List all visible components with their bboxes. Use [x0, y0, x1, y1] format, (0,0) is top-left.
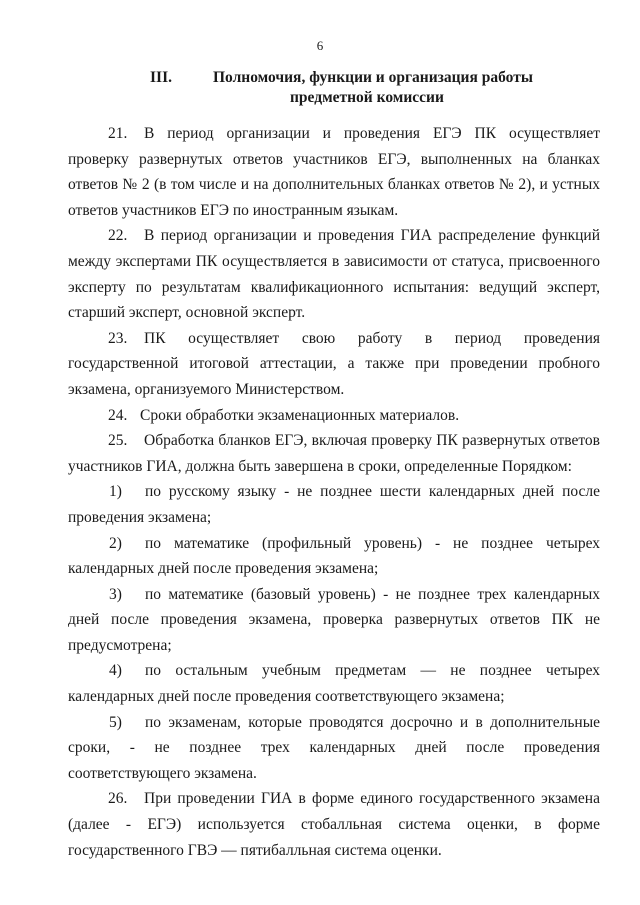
- paragraph-text: Обработка бланков ЕГЭ, включая проверку ПК развернутых ответов участников ГИА, должна быть завершена в сроки, определенные Порядком:: [68, 432, 600, 475]
- paragraph-number: 23.: [108, 329, 128, 347]
- list-text: по математике (профильный уровень) - не позднее четырех календарных дней после проведения экзамена;: [68, 534, 600, 578]
- list-text: по русскому языку - не позднее шести календарных дней после проведения экзамена;: [68, 483, 600, 526]
- paragraph-23: [68, 326, 600, 403]
- list-number: 2): [109, 534, 122, 552]
- paragraph-text: В период организации и проведения ГИА распределение функций между экспертами ПК осуществляется в зависимости от статуса, присвоенного эксперту по результатам квалификационного испытания: ведущий эксперт, старший эксперт, основной эксперт.: [68, 227, 600, 322]
- list-item-5: [68, 710, 600, 787]
- list-item-1: [68, 479, 600, 530]
- page-number: 6: [316, 38, 324, 53]
- paragraph-number: 22.: [108, 227, 128, 245]
- paragraph-text: В период организации и проведения ЕГЭ ПК осуществляет проверку развернутых ответов участников ЕГЭ, выполненных на бланках ответов № 2 (в том числе и на дополнительных бланках ответов № 2), и устных ответов участников ЕГЭ по иностранным языкам.: [68, 125, 600, 219]
- list-text: по математике (базовый уровень) - не позднее трех календарных дней после проведения экзамена, проверка развернутых ответов ПК не предусмотрена;: [68, 585, 600, 654]
- paragraph-22: [68, 223, 600, 325]
- section-title-line2: предметной комиссии: [290, 89, 444, 106]
- paragraph-text: При проведении ГИА в форме единого государственного экзамена (далее - ЕГЭ) используется стобалльная система оценки, в форме государственного ГВЭ — пятибалльная система оценки.: [68, 790, 600, 859]
- list-number: 1): [109, 483, 122, 501]
- paragraph-24: [68, 403, 600, 429]
- section-number: III.: [150, 69, 172, 86]
- list-item-2: [68, 531, 600, 582]
- list-text: по экзаменам, которые проводятся досрочно и в дополнительные сроки, - не позднее трех календарных дней после проведения соответствующего экзамена.: [68, 713, 600, 782]
- list-item-3: [68, 582, 600, 659]
- paragraph-text: ПК осуществляет свою работу в период проведения государственной итоговой аттестации, а также при проведении пробного экзамена, организуемого Министерством.: [68, 329, 600, 398]
- paragraph-21: [68, 121, 600, 223]
- section-title-line1: Полномочия, функции и организация работы: [213, 69, 533, 86]
- paragraph-number: 24.: [108, 406, 128, 424]
- list-number: 5): [109, 713, 122, 731]
- paragraph-number: 25.: [108, 432, 128, 450]
- list-text: по остальным учебным предметам — не позднее четырех календарных дней после проведения соответствующего экзамена;: [68, 662, 600, 706]
- list-number: 4): [109, 662, 122, 680]
- paragraph-number: 21.: [108, 125, 128, 142]
- paragraph-text: Сроки обработки экзаменационных материалов.: [140, 406, 460, 424]
- paragraph-number: 26.: [108, 790, 128, 808]
- paragraph-25: [68, 428, 600, 479]
- document-body: [68, 121, 600, 863]
- paragraph-26: [68, 786, 600, 863]
- list-number: 3): [109, 585, 122, 603]
- list-item-4: [68, 658, 600, 709]
